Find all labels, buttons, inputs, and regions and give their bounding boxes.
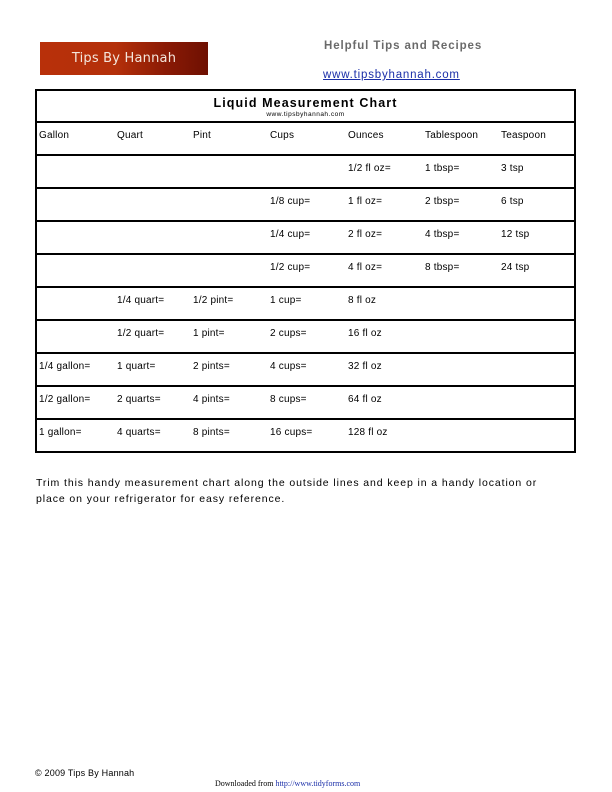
column-header: Pint <box>193 130 212 141</box>
column-header: Gallon <box>39 130 70 141</box>
table-row <box>37 222 574 255</box>
table-cell: 1/4 gallon= <box>39 361 91 372</box>
table-cell: 1/4 quart= <box>117 295 165 306</box>
table-cell: 1 fl oz= <box>348 196 383 207</box>
table-cell: 24 tsp <box>501 262 530 273</box>
table-cell: 4 quarts= <box>117 427 161 438</box>
tagline: Helpful Tips and Recipes <box>324 40 483 52</box>
table-cell: 2 fl oz= <box>348 229 383 240</box>
table-cell: 1 gallon= <box>39 427 82 438</box>
table-row <box>37 156 574 189</box>
column-header-row <box>37 123 574 156</box>
column-header: Tablespoon <box>425 130 479 141</box>
table-row <box>37 189 574 222</box>
download-credit <box>215 779 360 788</box>
column-header: Ounces <box>348 130 384 141</box>
table-cell: 12 tsp <box>501 229 530 240</box>
table-cell: 1/2 fl oz= <box>348 163 391 174</box>
table-cell: 1/2 cup= <box>270 262 311 273</box>
table-cell: 1 cup= <box>270 295 302 306</box>
table-cell: 2 cups= <box>270 328 307 339</box>
table-cell: 6 tsp <box>501 196 524 207</box>
copyright: © 2009 Tips By Hannah <box>35 768 135 778</box>
table-cell: 1 tbsp= <box>425 163 460 174</box>
table-cell: 32 fl oz <box>348 361 382 372</box>
table-cell: 2 pints= <box>193 361 230 372</box>
table-cell: 1/2 quart= <box>117 328 165 339</box>
download-link[interactable]: http://www.tidyforms.com <box>275 779 361 788</box>
chart-title: Liquid Measurement Chart <box>213 96 398 110</box>
trim-note: Trim this handy measurement chart along the outside lines and keep in a handy location or place on your refrigerator for easy reference. <box>36 477 538 505</box>
chart-subtitle: www.tipsbyhannah.com <box>266 111 345 118</box>
table-cell: 2 quarts= <box>117 394 161 405</box>
column-header: Quart <box>117 130 144 141</box>
table-cell: 1/8 cup= <box>270 196 311 207</box>
table-cell: 64 fl oz <box>348 394 382 405</box>
table-cell: 1 pint= <box>193 328 225 339</box>
website-link[interactable]: www.tipsbyhannah.com <box>323 69 460 81</box>
table-cell: 8 fl oz <box>348 295 377 306</box>
table-row <box>37 420 574 451</box>
table-row <box>37 321 574 354</box>
table-cell: 4 fl oz= <box>348 262 383 273</box>
logo-text: Tips By Hannah <box>71 51 177 66</box>
table-cell: 128 fl oz <box>348 427 388 438</box>
table-cell: 16 cups= <box>270 427 313 438</box>
table-row <box>37 255 574 288</box>
table-cell: 1/2 pint= <box>193 295 234 306</box>
table-cell: 16 fl oz <box>348 328 382 339</box>
table-cell: 1 quart= <box>117 361 156 372</box>
table-cell: 4 cups= <box>270 361 307 372</box>
table-row <box>37 387 574 420</box>
download-label: Downloaded from <box>215 779 274 788</box>
table-cell: 4 tbsp= <box>425 229 460 240</box>
table-cell: 2 tbsp= <box>425 196 460 207</box>
table-cell: 3 tsp <box>501 163 524 174</box>
measurement-chart <box>35 89 576 453</box>
table-cell: 1/4 cup= <box>270 229 311 240</box>
logo-banner <box>40 42 208 75</box>
table-cell: 8 pints= <box>193 427 230 438</box>
table-cell: 4 pints= <box>193 394 230 405</box>
column-header: Cups <box>270 130 295 141</box>
table-row <box>37 288 574 321</box>
table-cell: 8 tbsp= <box>425 262 460 273</box>
table-cell: 1/2 gallon= <box>39 394 91 405</box>
table-row <box>37 354 574 387</box>
chart-title-row <box>37 91 574 123</box>
table-cell: 8 cups= <box>270 394 307 405</box>
column-header: Teaspoon <box>501 130 546 141</box>
